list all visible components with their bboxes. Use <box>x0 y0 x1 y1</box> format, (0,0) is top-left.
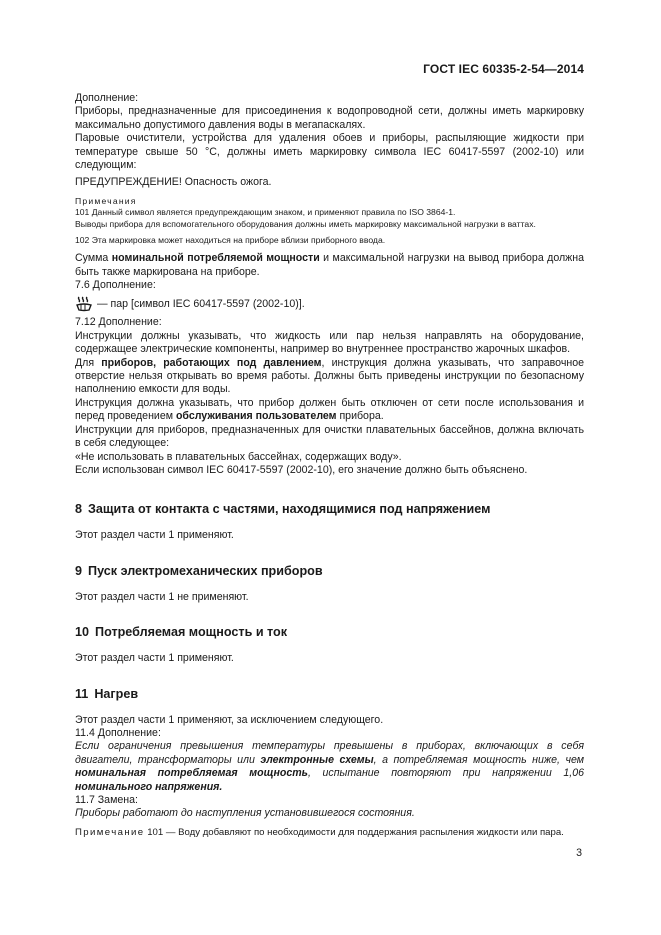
clause-heading: 11.7 Замена: <box>75 793 138 806</box>
steam-symbol-icon <box>75 296 93 312</box>
section-number: 10 <box>75 625 90 640</box>
note-item: 101 Данный символ является предупреждающим знаком, и применяют правила по ISO 3864-1. <box>75 207 456 218</box>
note-label: Примечание <box>75 826 145 838</box>
clause-heading: 11.4 Дополнение: <box>75 726 161 739</box>
text-run: Для <box>75 356 102 369</box>
paragraph <box>75 357 584 397</box>
clause-heading: 7.12 Дополнение: <box>75 316 162 329</box>
paragraph: Инструкции для приборов, предназначенных для очистки плавательных бассейнов, должна включать в себя следующее: <box>75 423 584 450</box>
symbol-line <box>75 296 584 312</box>
paragraph-text: Приборы, предназначенные для присоединения к водопроводной сети, должны иметь маркировку максимально допустимого давления воды в мегапаскалях. <box>75 105 584 131</box>
section-heading <box>75 563 584 579</box>
text-run: , испытание повторяют при напряжении 1,06 <box>307 767 584 780</box>
paragraph <box>75 105 584 132</box>
paragraph <box>75 132 584 172</box>
paragraph-text: Паровые очистители, устройства для удаления обоев и приборы, распыляющие жидкости при температуре свыше 50 °С, должны иметь маркировку символа IEC 60417-5597 (2002-10) или следующим: <box>75 132 584 172</box>
section-title: Защита от контакта с частями, находящимися под напряжением <box>88 502 491 517</box>
section-number: 11 <box>75 686 89 701</box>
paragraph <box>75 252 584 279</box>
symbol-caption: — пар [символ IEC 60417-5597 (2002-10)]. <box>97 297 305 310</box>
note-item: 102 Эта маркировка может находиться на приборе вблизи приборного ввода. <box>75 234 386 245</box>
page-content <box>75 92 584 839</box>
text-run: Инструкция должна указывать, что прибор должен быть отключен от сети после использования и перед проведением <box>75 396 584 423</box>
text-run: Сумма <box>75 252 112 265</box>
notes-block <box>75 196 584 246</box>
paragraph: Этот раздел части 1 применяют, за исключением следующего. <box>75 713 384 726</box>
document-header: ГОСТ IEC 60335-2-54—2014 <box>423 62 584 76</box>
clause-heading: 7.6 Дополнение: <box>75 279 156 292</box>
paragraph: «Не использовать в плавательных бассейнах, содержащих воду». <box>75 450 402 463</box>
term-bold: электронные схемы <box>260 753 374 766</box>
section-heading <box>75 686 584 702</box>
term-bold: номинального напряжения. <box>75 780 223 793</box>
note-item: Выводы прибора для вспомогательного оборудования должны иметь маркировку максимальной нагрузки в ваттах. <box>75 219 536 230</box>
section-number: 8 <box>75 502 83 517</box>
section-number: 9 <box>75 563 83 578</box>
note-paragraph <box>75 827 584 840</box>
section-heading <box>75 624 584 640</box>
section-heading <box>75 501 584 517</box>
text-run: , инструкция должна указывать, что заправочное отверстие нельзя открывать во время работы. Должны быть приведены инструкции по безопасному наполнению емкости для воды. <box>75 356 584 396</box>
section-title: Потребляемая мощность и ток <box>95 625 288 640</box>
paragraph <box>75 740 584 794</box>
term-bold: обслуживания пользователем <box>175 410 337 423</box>
section-title: Нагрев <box>94 686 139 701</box>
page-number: 3 <box>576 847 582 859</box>
paragraph: Этот раздел части 1 применяют. <box>75 652 234 665</box>
term-bold: номинальная потребляемая мощность <box>75 767 308 780</box>
text-run: Если ограничения превышения температуры превышены в приборах, включающих в себя двигатели, трансформаторы или <box>75 740 584 766</box>
section-title: Пуск электромеханических приборов <box>88 563 323 578</box>
text-run: , а потребляемая мощность ниже, чем <box>373 753 584 766</box>
paragraph: Приборы работают до наступления установившегося состояния. <box>75 807 415 820</box>
warning-text: ПРЕДУПРЕЖДЕНИЕ! Опасность ожога. <box>75 176 272 189</box>
paragraph <box>75 397 584 424</box>
paragraph: Дополнение: <box>75 92 139 104</box>
notes-heading: Примечания <box>75 195 137 206</box>
text-run: и максимальной нагрузки на вывод прибора должна быть также маркирована на приборе. <box>75 252 585 278</box>
paragraph: Этот раздел части 1 не применяют. <box>75 590 249 603</box>
term-bold: приборов, работающих под давлением <box>101 356 322 369</box>
paragraph: Инструкции должны указывать, что жидкость или пар нельзя направлять на оборудование, содержащее электрические компоненты, например во внутреннее пространство жарочных шкафов. <box>75 329 584 356</box>
text-run: прибора. <box>336 410 384 423</box>
paragraph: Этот раздел части 1 применяют. <box>75 529 234 542</box>
term-bold: номинальной потребляемой мощности <box>111 252 320 265</box>
paragraph: Если использован символ IEC 60417-5597 (2002-10), его значение должно быть объяснено. <box>75 463 528 476</box>
note-text: 101 — Воду добавляют по необходимости для поддержания распыления жидкости или пара. <box>144 826 564 838</box>
